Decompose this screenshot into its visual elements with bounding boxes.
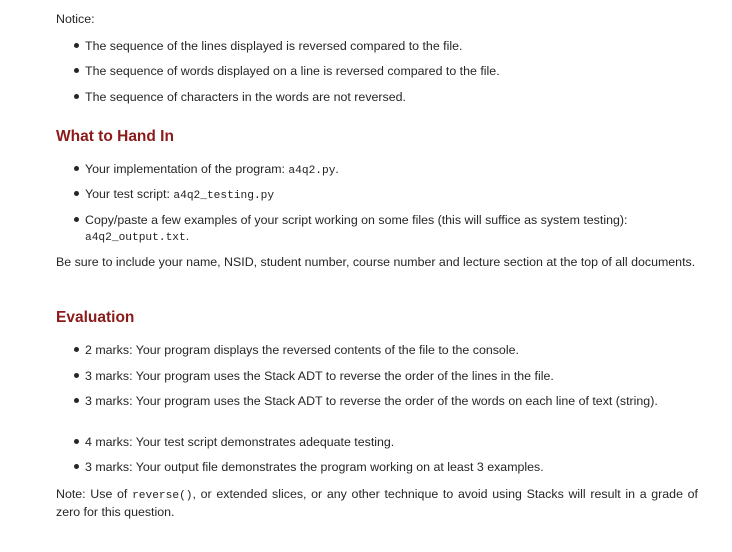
- evaluation-note: Note: Use of reverse(), or extended slices, or any other technique to avoid using Stacks will result in a grade of zero for this question.: [56, 487, 698, 519]
- notice-item: The sequence of words displayed on a line is reversed compared to the file.: [56, 63, 698, 79]
- program-filename: a4q2.py: [288, 165, 336, 177]
- evaluation-item: 3 marks: Your output file demonstrates the program working on at least 3 examples.: [56, 459, 698, 475]
- evaluation-item: 4 marks: Your test script demonstrates adequate testing.: [56, 434, 698, 450]
- hand-in-note: Be sure to include your name, NSID, student number, course number and lecture section at the top of all documents.: [56, 255, 696, 269]
- test-script-filename: a4q2_testing.py: [173, 190, 275, 202]
- notice-item: The sequence of the lines displayed is reversed compared to the file.: [56, 38, 698, 54]
- notice-item: The sequence of characters in the words are not reversed.: [56, 89, 698, 105]
- evaluation-item: 2 marks: Your program displays the reversed contents of the file to the console.: [56, 342, 698, 358]
- hand-in-item: Your implementation of the program: a4q2.py.: [56, 161, 698, 179]
- evaluation-item: 3 marks: Your program uses the Stack ADT to reverse the order of the lines in the file.: [56, 368, 698, 384]
- notice-label: Notice:: [56, 12, 95, 26]
- reverse-function: reverse(): [132, 490, 193, 502]
- output-filename: a4q2_output.txt: [85, 232, 186, 244]
- hand-in-heading: What to Hand In: [56, 128, 174, 145]
- hand-in-item: Your test script: a4q2_testing.py: [56, 186, 698, 204]
- evaluation-item: 3 marks: Your program uses the Stack ADT to reverse the order of the words on each line of text (string).: [56, 393, 698, 409]
- evaluation-heading: Evaluation: [56, 309, 135, 326]
- hand-in-item: Copy/paste a few examples of your script working on some files (this will suffice as system testing): a4q2_output.txt.: [56, 212, 698, 246]
